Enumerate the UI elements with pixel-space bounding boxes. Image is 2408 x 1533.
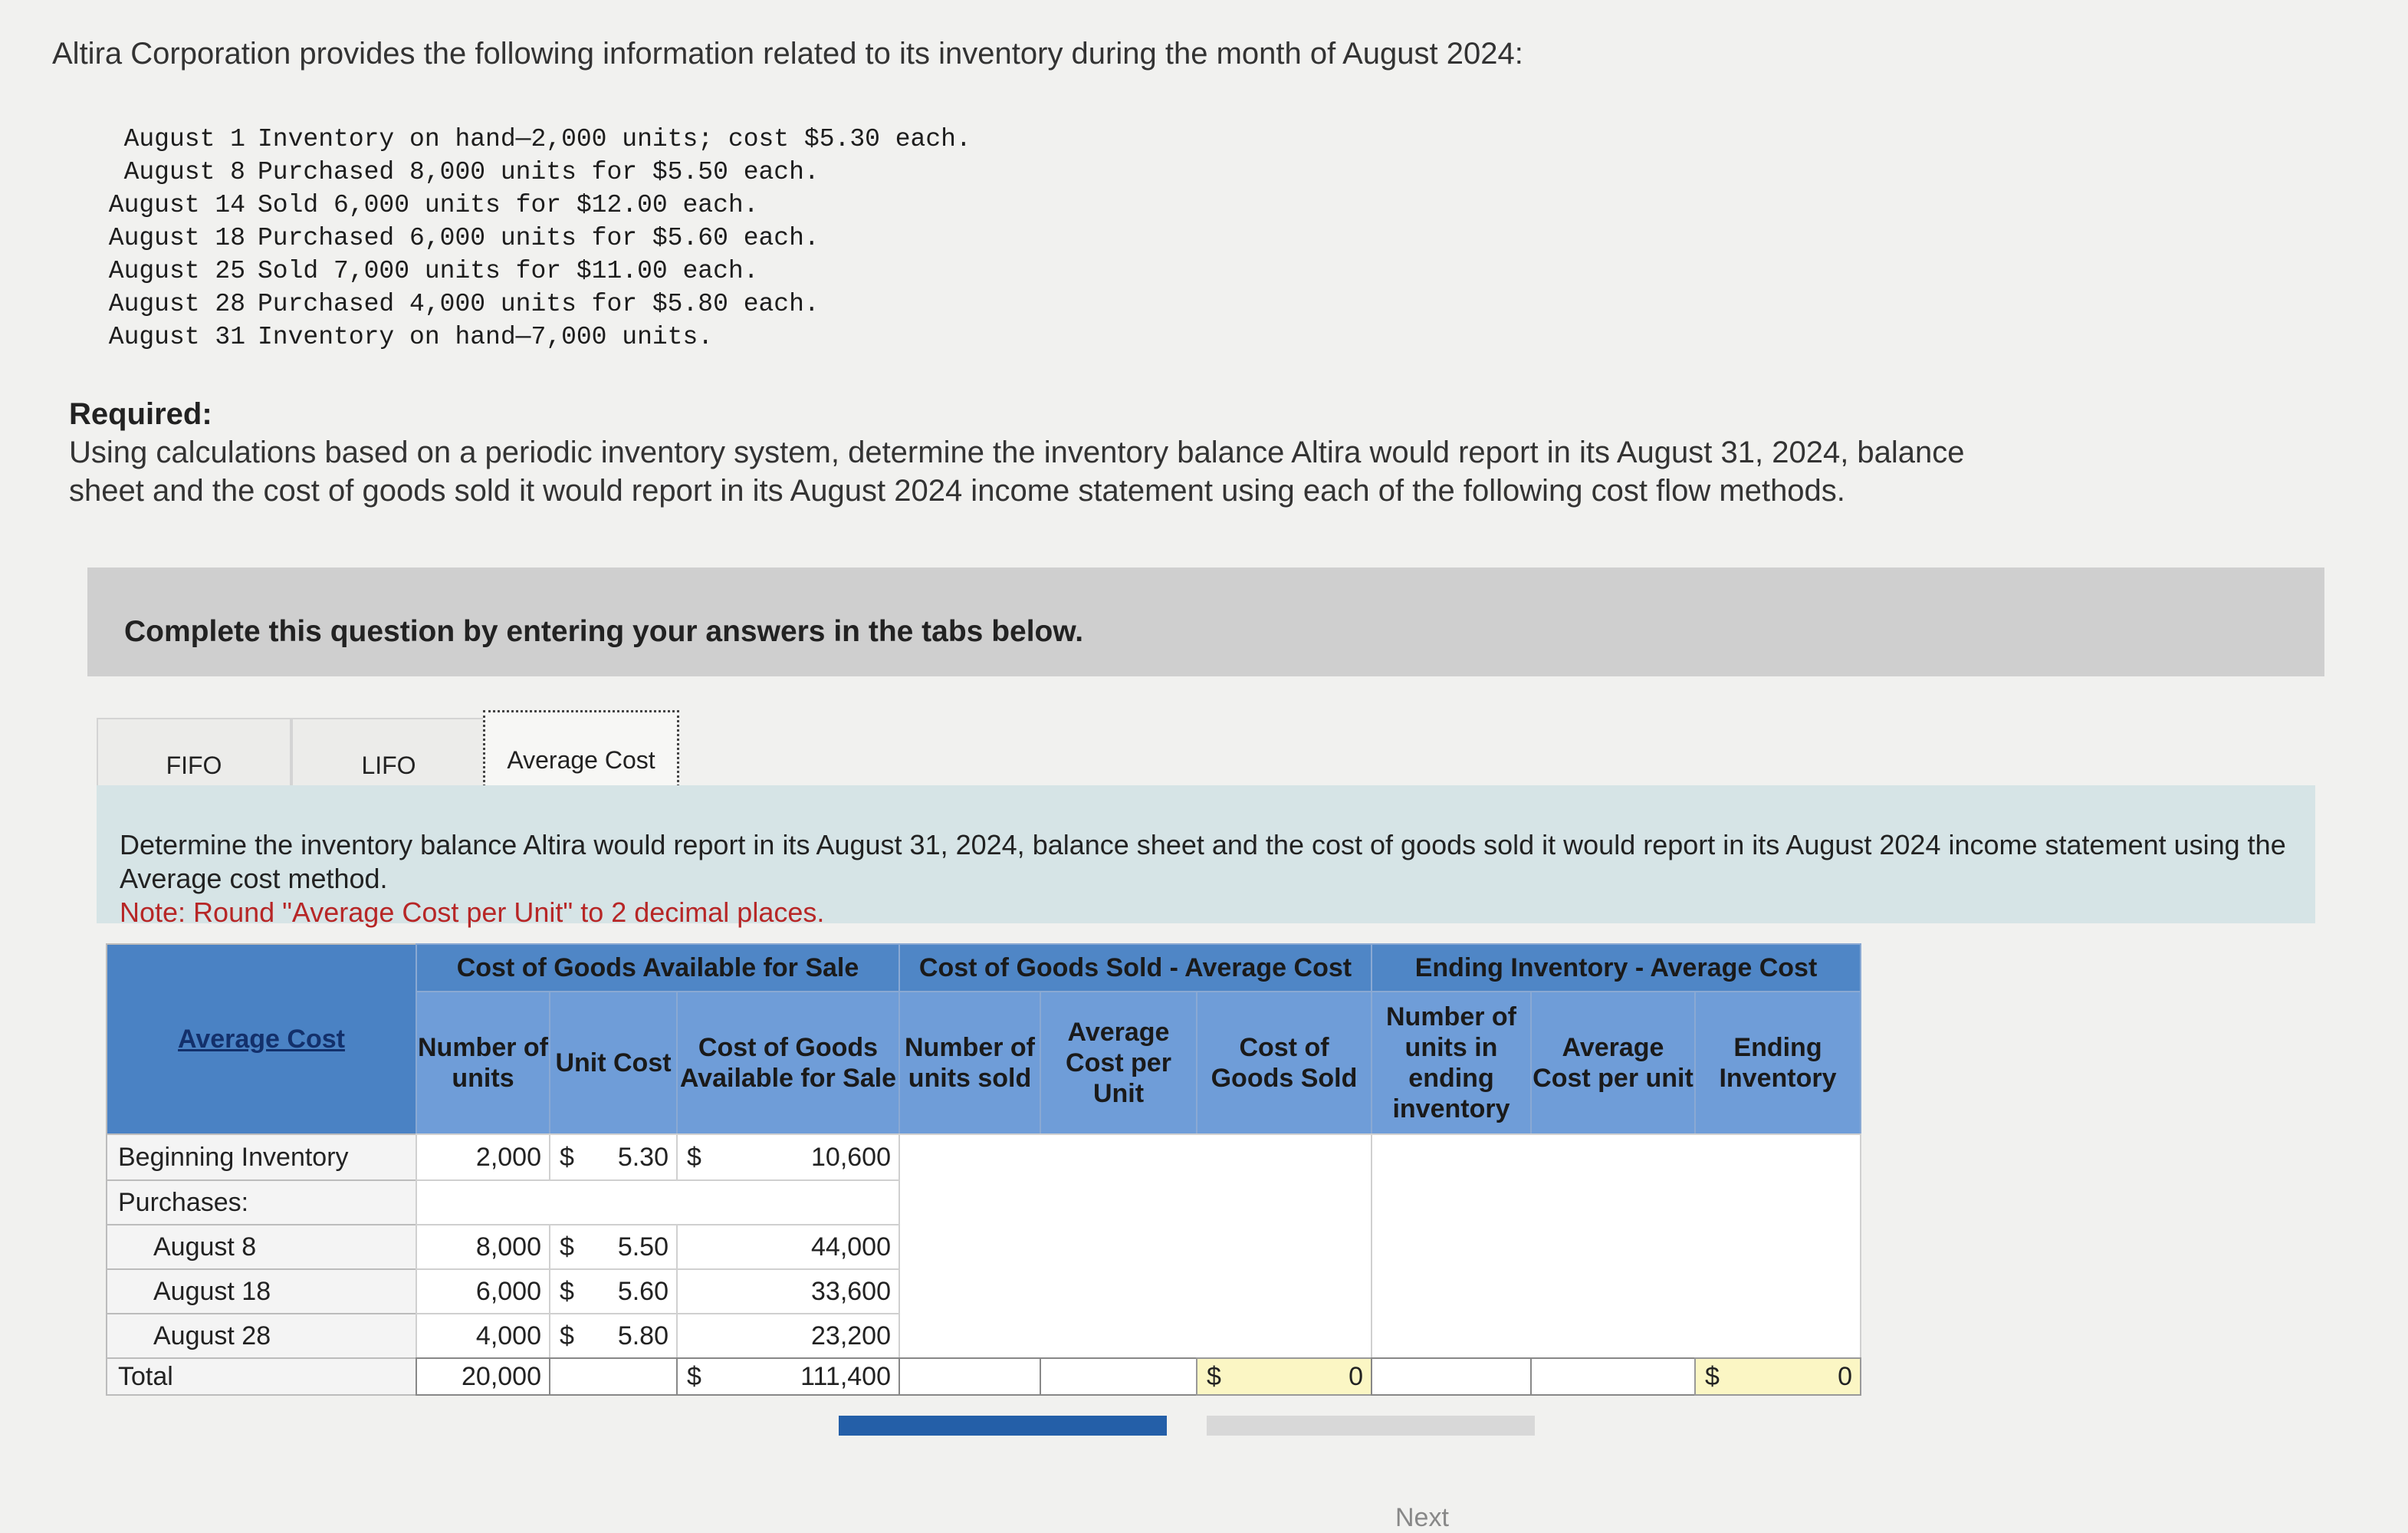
col-header-ending-inventory: Ending Inventory bbox=[1694, 991, 1861, 1135]
aug8-unit-cost: $ 5.50 bbox=[549, 1224, 678, 1270]
question-panel bbox=[97, 785, 2315, 928]
tab-lifo[interactable]: LIFO bbox=[291, 718, 486, 813]
purchases-spacer bbox=[416, 1179, 900, 1225]
total-unit-cost-empty bbox=[549, 1357, 678, 1396]
aug28-cost: 23,200 bbox=[676, 1313, 900, 1359]
col-header-units: Number of units bbox=[416, 991, 550, 1135]
row-label-beginning: Beginning Inventory bbox=[106, 1133, 417, 1181]
table-corner-link[interactable]: Average Cost bbox=[106, 943, 417, 1135]
event-row: August 8 Purchased 8,000 units for $5.50 each. bbox=[123, 158, 820, 186]
intro-text: Altira Corporation provides the following information related to its inventory during the month of August 2024: bbox=[52, 37, 1523, 71]
avg-cost-sold-input[interactable] bbox=[1040, 1357, 1197, 1396]
aug18-unit-cost: $ 5.60 bbox=[549, 1268, 678, 1314]
row-label-aug8: August 8 bbox=[106, 1224, 417, 1270]
aug28-units: 4,000 bbox=[416, 1313, 550, 1359]
required-text: Using calculations based on a periodic inventory system, determine the inventory balance Altira would report in its August 31, 2024, balance sheet and the cost of goods sold it would report in its August 2024 income statement using each of the following cost flow methods. bbox=[69, 436, 1965, 508]
event-row: August 1 Inventory on hand—2,000 units; cost $5.30 each. bbox=[123, 125, 971, 153]
col-header-cost-available: Cost of Goods Available for Sale bbox=[676, 991, 900, 1135]
tab-fifo[interactable]: FIFO bbox=[97, 718, 291, 813]
avg-cost-ending-input[interactable] bbox=[1530, 1357, 1696, 1396]
row-label-aug18: August 18 bbox=[106, 1268, 417, 1314]
beginning-cost: $ 10,600 bbox=[676, 1133, 900, 1181]
event-row: August 31 Inventory on hand—7,000 units. bbox=[108, 323, 714, 351]
row-label-aug28: August 28 bbox=[106, 1313, 417, 1359]
tab-average-cost[interactable]: Average Cost bbox=[483, 710, 679, 810]
required-section bbox=[69, 395, 2032, 510]
aug8-cost: 44,000 bbox=[676, 1224, 900, 1270]
average-cost-table bbox=[106, 943, 1861, 1396]
event-row: August 14 Sold 6,000 units for $12.00 each. bbox=[108, 191, 759, 219]
row-label-purchases: Purchases: bbox=[106, 1179, 417, 1225]
aug18-units: 6,000 bbox=[416, 1268, 550, 1314]
col-header-avg-cost-ending: Average Cost per unit bbox=[1530, 991, 1696, 1135]
row-label-total: Total bbox=[106, 1357, 417, 1396]
group-header-available: Cost of Goods Available for Sale bbox=[416, 943, 900, 992]
group-header-ending: Ending Inventory - Average Cost bbox=[1371, 943, 1861, 992]
ending-body-area bbox=[1371, 1133, 1861, 1359]
next-tab-button[interactable] bbox=[1207, 1416, 1535, 1436]
prev-tab-button[interactable] bbox=[839, 1416, 1167, 1436]
total-units: 20,000 bbox=[416, 1357, 550, 1396]
next-link[interactable]: Next bbox=[1395, 1503, 1449, 1532]
col-header-units-sold: Number of units sold bbox=[898, 991, 1041, 1135]
event-row: August 18 Purchased 6,000 units for $5.60 each. bbox=[108, 224, 820, 252]
event-row: August 28 Purchased 4,000 units for $5.80 each. bbox=[108, 290, 820, 318]
required-heading: Required: bbox=[69, 397, 212, 431]
units-sold-input[interactable] bbox=[898, 1357, 1041, 1396]
col-header-avg-cost-sold: Average Cost per Unit bbox=[1040, 991, 1197, 1135]
units-ending-input[interactable] bbox=[1371, 1357, 1532, 1396]
group-header-cogs: Cost of Goods Sold - Average Cost bbox=[898, 943, 1372, 992]
col-header-cogs: Cost of Goods Sold bbox=[1196, 991, 1372, 1135]
aug8-units: 8,000 bbox=[416, 1224, 550, 1270]
ending-inventory-total: $ 0 bbox=[1694, 1357, 1861, 1396]
total-cost-available: $ 111,400 bbox=[676, 1357, 900, 1396]
cogs-body-area bbox=[898, 1133, 1372, 1359]
event-row: August 25 Sold 7,000 units for $11.00 each. bbox=[108, 257, 759, 285]
col-header-units-ending: Number of units in ending inventory bbox=[1371, 991, 1532, 1135]
banner-text: Complete this question by entering your answers in the tabs below. bbox=[124, 615, 1084, 648]
beginning-units: 2,000 bbox=[416, 1133, 550, 1181]
beginning-unit-cost: $ 5.30 bbox=[549, 1133, 678, 1181]
rounding-note: Note: Round "Average Cost per Unit" to 2 decimal places. bbox=[120, 896, 825, 928]
col-header-unit-cost: Unit Cost bbox=[549, 991, 678, 1135]
panel-text: Determine the inventory balance Altira would report in its August 31, 2024, balance sheet and the cost of goods sold it would report in its August 2024 income statement using the Average cost method. Note: Round "Average Cost per Unit" to 2 decimal places. bbox=[120, 828, 2297, 929]
event-list bbox=[92, 123, 971, 354]
aug18-cost: 33,600 bbox=[676, 1268, 900, 1314]
aug28-unit-cost: $ 5.80 bbox=[549, 1313, 678, 1359]
cogs-total: $ 0 bbox=[1196, 1357, 1372, 1396]
instruction-banner bbox=[87, 567, 2324, 676]
